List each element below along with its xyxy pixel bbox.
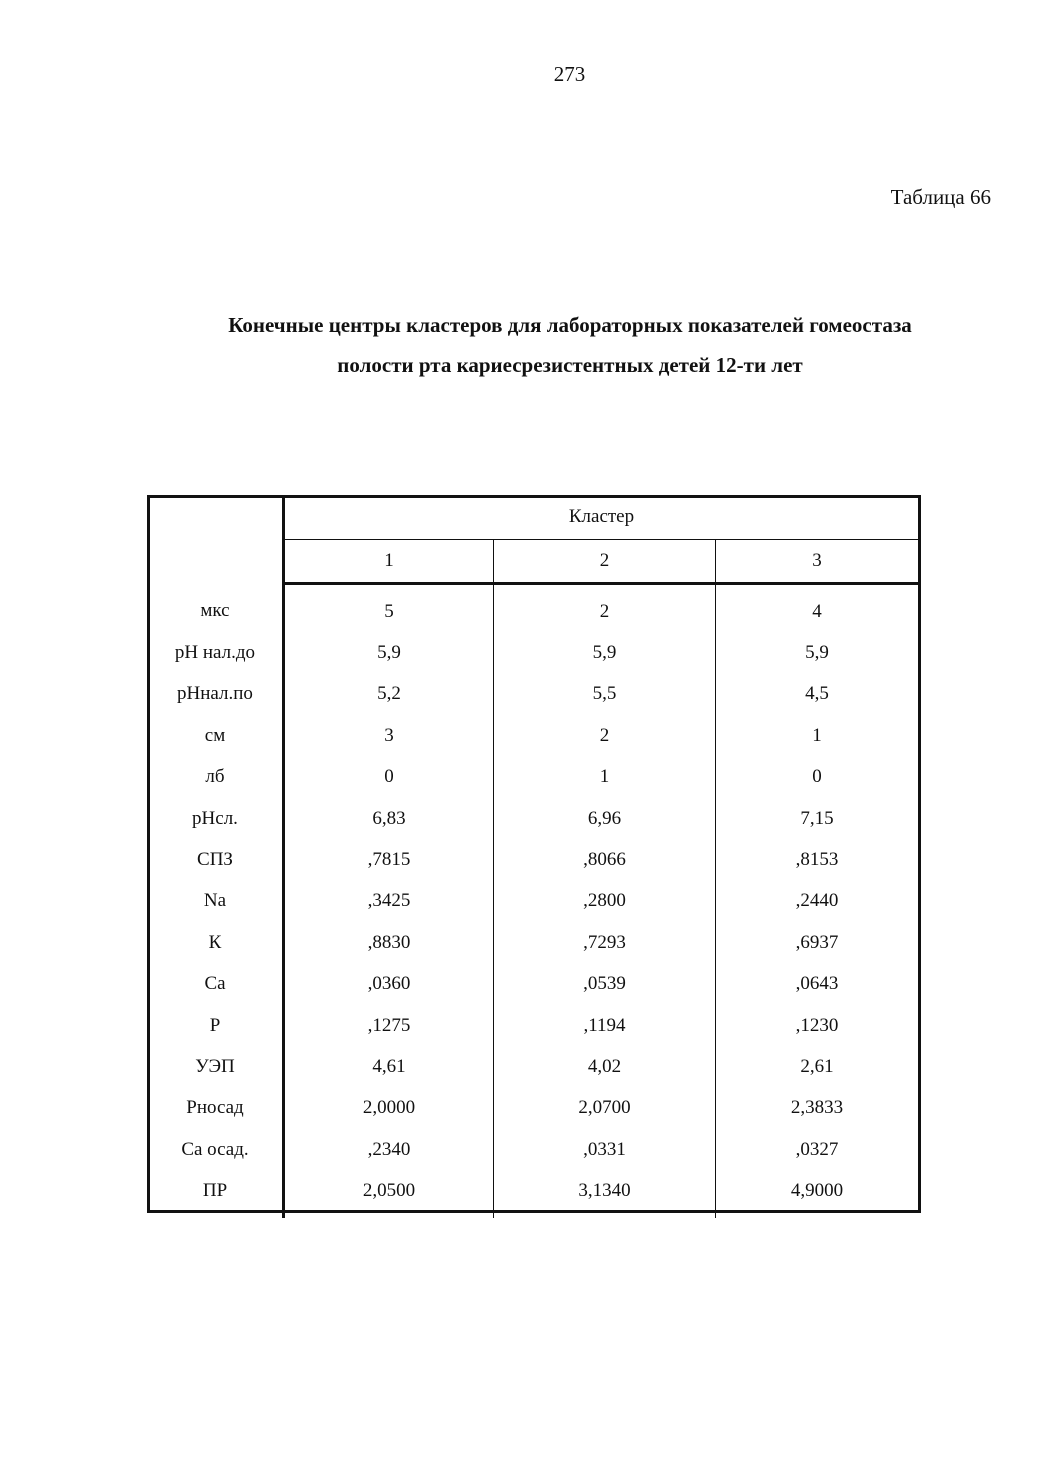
cell-cluster-3: ,0327 bbox=[795, 1138, 839, 1160]
column-header-2: 2 bbox=[494, 540, 716, 584]
cell-cluster-1: ,3425 bbox=[284, 881, 494, 922]
cell-cluster-1: 5,2 bbox=[284, 674, 494, 715]
row-label: мкс bbox=[148, 584, 284, 633]
caption-line-1: Конечные центры кластеров для лабораторных показателей гомеостаза bbox=[228, 313, 912, 337]
caption-line-2: полости рта кариесрезистентных детей 12-ти лет bbox=[337, 353, 803, 377]
row-label: лб bbox=[148, 757, 284, 798]
cell-cluster-1: 5,9 bbox=[284, 632, 494, 673]
cell-cluster-1: ,7815 bbox=[284, 839, 494, 880]
cell-cluster-3: ,0643 bbox=[795, 973, 839, 995]
table-row bbox=[148, 964, 918, 1005]
cell-cluster-1: ,0360 bbox=[284, 964, 494, 1005]
row-label: P bbox=[148, 1005, 284, 1046]
cell-cluster-2: 6,96 bbox=[494, 798, 716, 839]
row-label: ПР bbox=[148, 1170, 284, 1217]
cell-cluster-2: ,0539 bbox=[494, 964, 716, 1005]
row-label: Na bbox=[148, 881, 284, 922]
column-header-3: 3 bbox=[716, 540, 919, 584]
cell-cluster-2: ,8066 bbox=[494, 839, 716, 880]
cell-cluster-1: 4,61 bbox=[284, 1046, 494, 1087]
cell-cluster-3: 1 bbox=[812, 724, 822, 746]
cell-cluster-3: 5,9 bbox=[805, 642, 829, 664]
table-row bbox=[148, 1046, 918, 1087]
corner-cell bbox=[148, 495, 284, 584]
cell-cluster-1: ,1275 bbox=[284, 1005, 494, 1046]
cell-cluster-3: 4 bbox=[812, 600, 822, 622]
cell-cluster-3: 2,3833 bbox=[790, 1097, 844, 1119]
cell-cluster-3: 0 bbox=[812, 766, 822, 788]
table-row bbox=[148, 881, 918, 922]
row-label: УЭП bbox=[148, 1046, 284, 1087]
cell-cluster-3: 2,61 bbox=[800, 1055, 834, 1077]
cell-cluster-1: 2,0000 bbox=[284, 1088, 494, 1129]
row-label: см bbox=[148, 715, 284, 756]
cell-cluster-2: 2 bbox=[494, 584, 716, 633]
table-row bbox=[148, 839, 918, 880]
cell-cluster-2: 5,9 bbox=[494, 632, 716, 673]
cell-cluster-2: ,0331 bbox=[494, 1129, 716, 1170]
cell-cluster-1: 5 bbox=[284, 584, 494, 633]
row-label: К bbox=[148, 922, 284, 963]
cell-cluster-3: ,1230 bbox=[795, 1014, 839, 1036]
row-label: pHнал.по bbox=[148, 674, 284, 715]
cell-cluster-1: ,2340 bbox=[284, 1129, 494, 1170]
cell-cluster-3: ,2440 bbox=[795, 890, 839, 912]
cell-cluster-1: 0 bbox=[284, 757, 494, 798]
cluster-centers-table bbox=[148, 495, 918, 1218]
table-row bbox=[148, 922, 918, 963]
cell-cluster-3: ,6937 bbox=[795, 931, 839, 953]
table-row bbox=[148, 632, 918, 673]
cell-cluster-2: 3,1340 bbox=[494, 1170, 716, 1217]
table-row bbox=[148, 1005, 918, 1046]
cell-cluster-3: 4,5 bbox=[805, 683, 829, 705]
cell-cluster-2: ,2800 bbox=[494, 881, 716, 922]
cell-cluster-1: 2,0500 bbox=[284, 1170, 494, 1217]
table-row bbox=[148, 1088, 918, 1129]
row-label: Ca осад. bbox=[148, 1129, 284, 1170]
table-caption bbox=[120, 305, 1020, 385]
table-row bbox=[148, 757, 918, 798]
row-label: pHсл. bbox=[148, 798, 284, 839]
table-body bbox=[148, 584, 918, 1218]
row-label: pH нал.до bbox=[148, 632, 284, 673]
column-header-1: 1 bbox=[284, 540, 494, 584]
cell-cluster-2: 5,5 bbox=[494, 674, 716, 715]
cell-cluster-2: 2 bbox=[494, 715, 716, 756]
table-row bbox=[148, 1129, 918, 1170]
cell-cluster-1: 3 bbox=[284, 715, 494, 756]
page-number: 273 bbox=[553, 62, 586, 86]
table-row bbox=[148, 715, 918, 756]
cell-cluster-3: 4,9000 bbox=[790, 1180, 844, 1202]
table-row bbox=[148, 674, 918, 715]
row-label: СПЗ bbox=[148, 839, 284, 880]
cell-cluster-2: 2,0700 bbox=[494, 1088, 716, 1129]
row-label: Ca bbox=[148, 964, 284, 1005]
cell-cluster-1: ,8830 bbox=[284, 922, 494, 963]
table-label: Таблица 66 bbox=[890, 185, 991, 209]
cell-cluster-2: ,7293 bbox=[494, 922, 716, 963]
cell-cluster-3: ,8153 bbox=[795, 849, 839, 871]
cell-cluster-3: 7,15 bbox=[800, 807, 834, 829]
row-label: Pносад bbox=[148, 1088, 284, 1129]
table-row bbox=[148, 584, 918, 633]
table-row bbox=[148, 1170, 918, 1217]
cell-cluster-2: 4,02 bbox=[494, 1046, 716, 1087]
cluster-group-header: Кластер bbox=[284, 495, 919, 540]
cell-cluster-2: ,1194 bbox=[494, 1005, 716, 1046]
cell-cluster-1: 6,83 bbox=[284, 798, 494, 839]
cell-cluster-2: 1 bbox=[494, 757, 716, 798]
table-row bbox=[148, 798, 918, 839]
